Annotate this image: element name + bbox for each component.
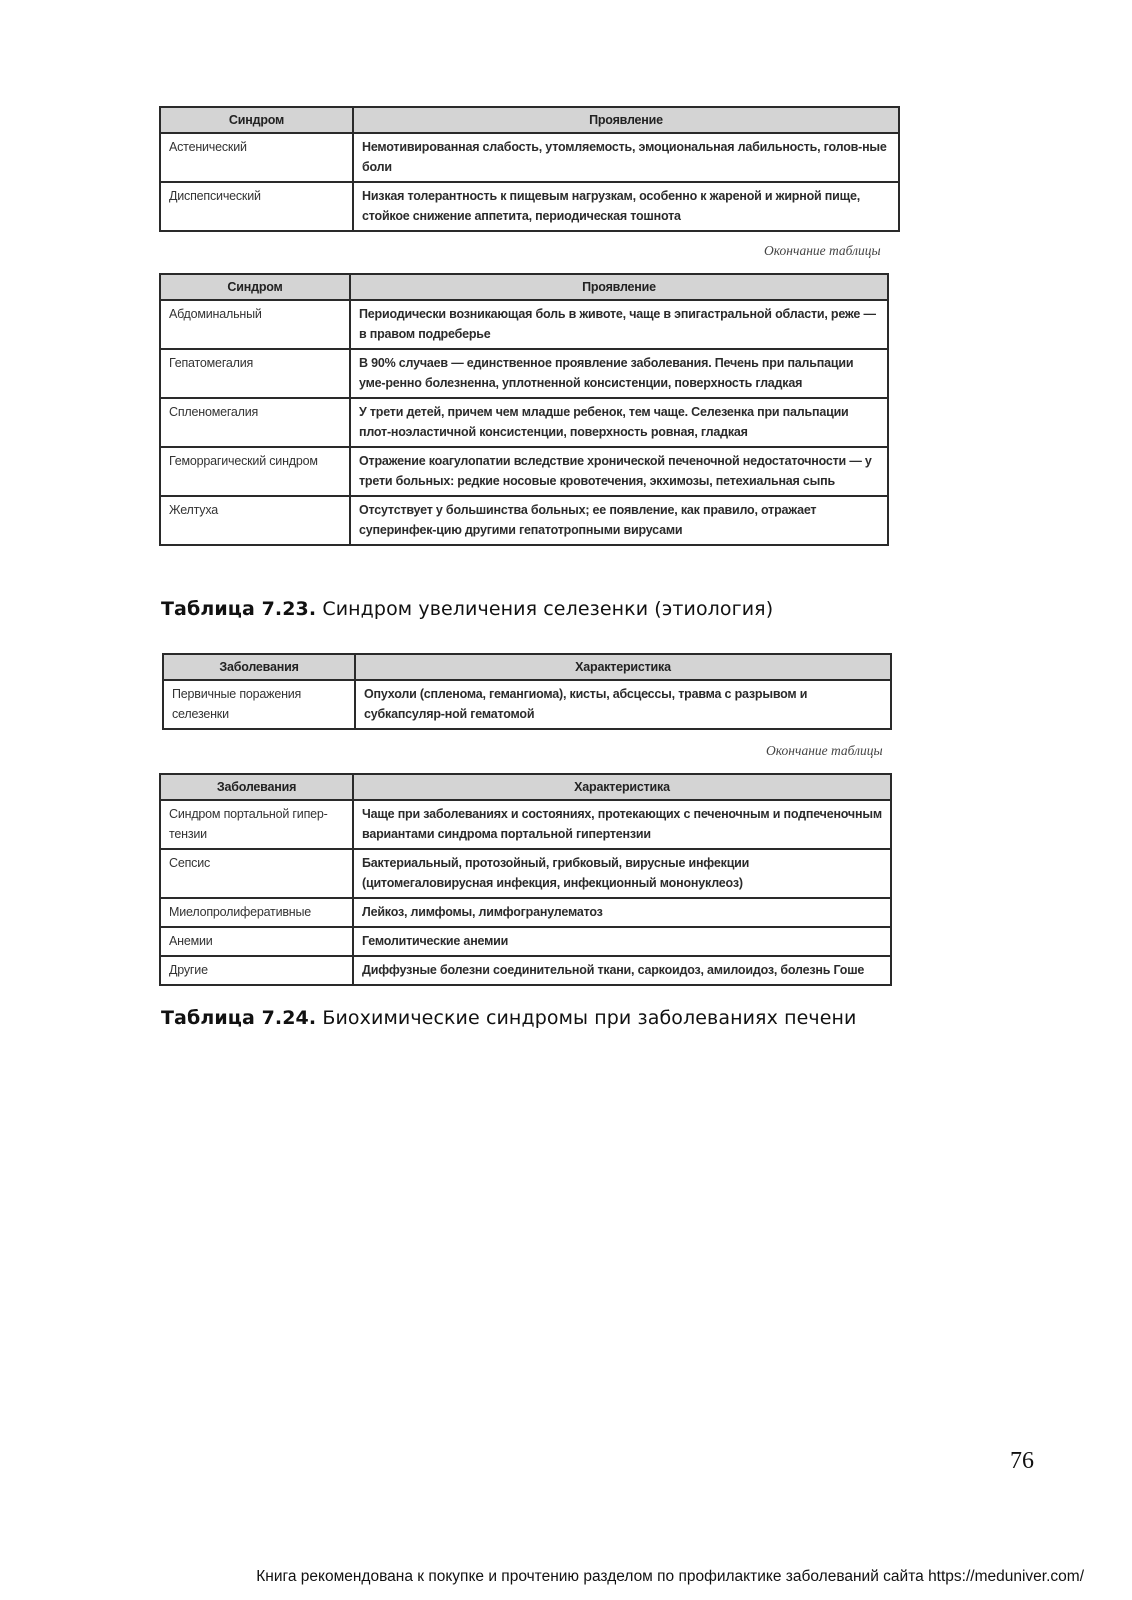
- disease-cell: Синдром портальной гипер-тензии: [160, 800, 353, 849]
- manifestation-cell: Немотивированная слабость, утомляемость, эмоциональная лабильность, голов-ные боли: [353, 133, 899, 182]
- table-header-row: [163, 654, 891, 680]
- manifestation-cell: Низкая толерантность к пищевым нагрузкам, особенно к жареной и жирной пище, стойкое снижение аппетита, периодическая тошнота: [353, 182, 899, 231]
- header-cell: Заболевания: [160, 774, 353, 800]
- table-header-row: [160, 274, 888, 300]
- caption-number: Таблица 7.24.: [161, 1007, 317, 1029]
- disease-cell: Миелопролиферативные: [160, 898, 353, 927]
- characteristic-cell: Бактериальный, протозойный, грибковый, вирусные инфекции (цитомегаловирусная инфекция, инфекционный мононуклеоз): [353, 849, 891, 898]
- table-continuation-note: Окончание таблицы: [766, 743, 883, 758]
- table-row: [160, 182, 899, 231]
- characteristic-cell: Гемолитические анемии: [353, 927, 891, 956]
- disease-cell: Анемии: [160, 927, 353, 956]
- table-header-row: [160, 107, 899, 133]
- header-cell: Характеристика: [353, 774, 891, 800]
- characteristic-cell: Диффузные болезни соединительной ткани, саркоидоз, амилоидоз, болезнь Гоше: [353, 956, 891, 985]
- table-row: [160, 898, 891, 927]
- table-syndromes-part1: [159, 106, 900, 232]
- header-cell: Синдром: [160, 274, 350, 300]
- header-cell: Проявление: [350, 274, 888, 300]
- header-cell: Проявление: [353, 107, 899, 133]
- table-row: [160, 447, 888, 496]
- syndrome-cell: Астенический: [160, 133, 353, 182]
- table-row: [160, 300, 888, 349]
- page-number: 76: [1010, 1448, 1034, 1474]
- footer-note: Книга рекомендована к покупке и прочтению разделом по профилактике заболеваний сайта https://meduniver.com/: [256, 1568, 1084, 1585]
- syndrome-cell: Желтуха: [160, 496, 350, 545]
- manifestation-cell: В 90% случаев — единственное проявление заболевания. Печень при пальпации уме-ренно болезненна, уплотненной консистенции, поверхность гладкая: [350, 349, 888, 398]
- table-row: [160, 496, 888, 545]
- table-continuation-note: Окончание таблицы: [764, 243, 881, 258]
- manifestation-cell: Отсутствует у большинства больных; ее появление, как правило, отражает суперинфек-цию другими гепатотропными вирусами: [350, 496, 888, 545]
- syndrome-cell: Абдоминальный: [160, 300, 350, 349]
- disease-cell: Сепсис: [160, 849, 353, 898]
- manifestation-cell: Отражение коагулопатии вследствие хронической печеночной недостаточности — у трети больных: редкие носовые кровотечения, экхимозы, петехиальная сыпь: [350, 447, 888, 496]
- manifestation-cell: У трети детей, причем чем младше ребенок, тем чаще. Селезенка при пальпации плот-ноэластичной консистенции, поверхность ровная, гладкая: [350, 398, 888, 447]
- table-row: [160, 956, 891, 985]
- syndrome-cell: Гепатомегалия: [160, 349, 350, 398]
- table-row: [160, 349, 888, 398]
- table-row: [160, 927, 891, 956]
- syndrome-cell: Диспепсический: [160, 182, 353, 231]
- table-syndromes-part2: [159, 273, 889, 546]
- syndrome-cell: Спленомегалия: [160, 398, 350, 447]
- header-cell: Заболевания: [163, 654, 355, 680]
- disease-cell: Первичные поражения селезенки: [163, 680, 355, 729]
- table-row: [160, 133, 899, 182]
- table-caption-7-23: [161, 598, 773, 620]
- header-cell: Синдром: [160, 107, 353, 133]
- table-splenomegaly-part1: [162, 653, 892, 730]
- table-row: [160, 849, 891, 898]
- table-row: [160, 800, 891, 849]
- header-cell: Характеристика: [355, 654, 891, 680]
- caption-number: Таблица 7.23.: [161, 598, 317, 620]
- caption-text: Биохимические синдромы при заболеваниях печени: [316, 1007, 857, 1029]
- table-row: [160, 398, 888, 447]
- characteristic-cell: Лейкоз, лимфомы, лимфогранулематоз: [353, 898, 891, 927]
- characteristic-cell: Опухоли (спленома, гемангиома), кисты, абсцессы, травма с разрывом и субкапсуляр-ной гематомой: [355, 680, 891, 729]
- table-splenomegaly-part2: [159, 773, 892, 986]
- table-row: [163, 680, 891, 729]
- caption-text: Синдром увеличения селезенки (этиология): [316, 598, 774, 620]
- manifestation-cell: Периодически возникающая боль в животе, чаще в эпигастральной области, реже — в правом подреберье: [350, 300, 888, 349]
- syndrome-cell: Геморрагический синдром: [160, 447, 350, 496]
- disease-cell: Другие: [160, 956, 353, 985]
- table-header-row: [160, 774, 891, 800]
- characteristic-cell: Чаще при заболеваниях и состояниях, протекающих с печеночным и подпеченочным вариантами синдрома портальной гипертензии: [353, 800, 891, 849]
- table-caption-7-24: [161, 1007, 856, 1029]
